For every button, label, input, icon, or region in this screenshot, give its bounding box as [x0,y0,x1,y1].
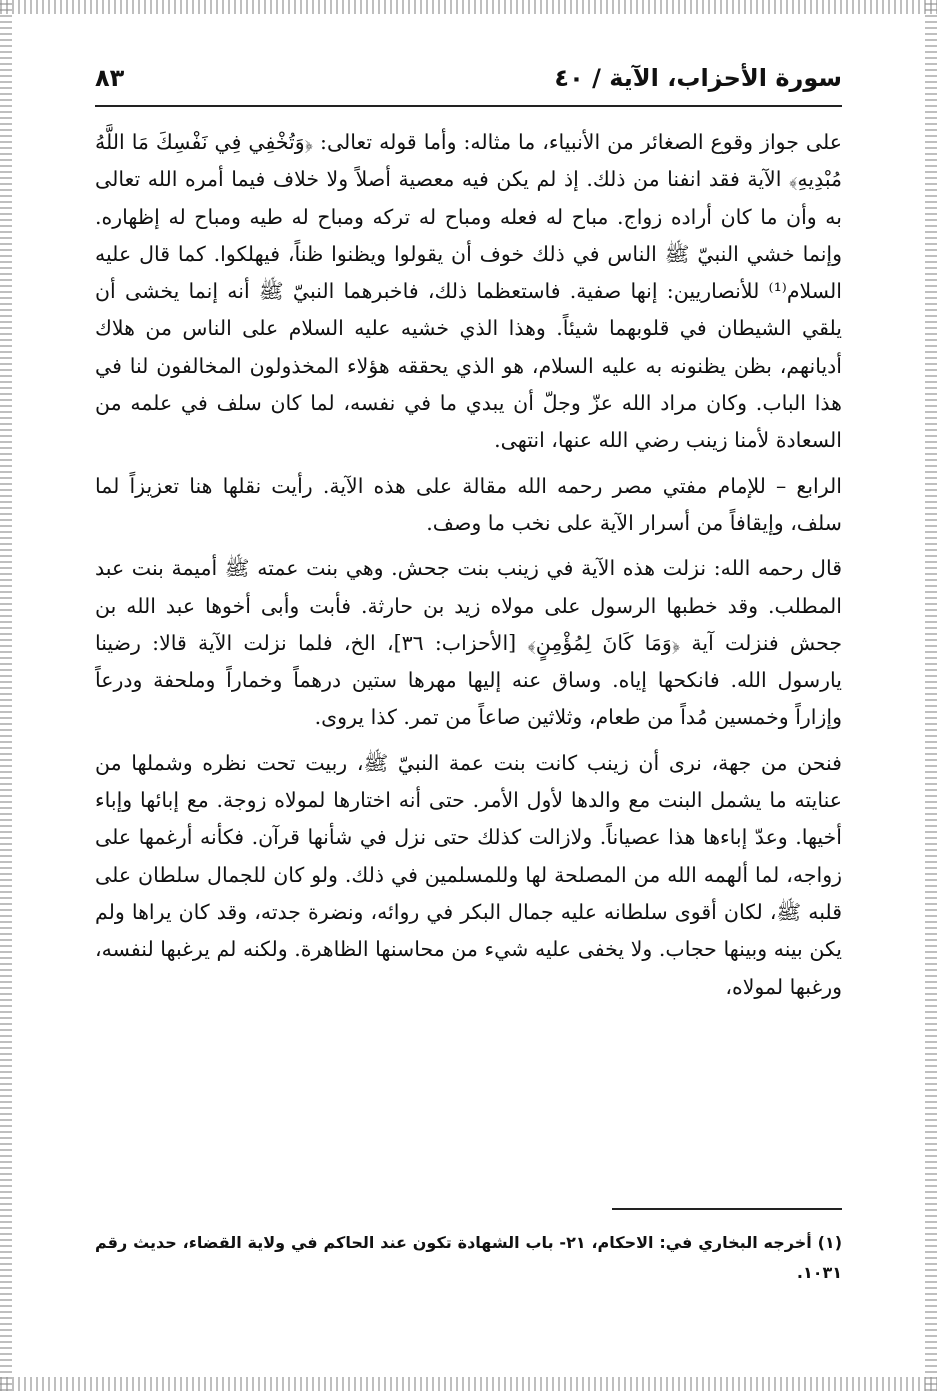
decorative-border-bottom [0,1377,937,1391]
decorative-border-right [925,0,937,1391]
footnote-divider [612,1208,842,1210]
page-number: ٨٣ [95,64,125,92]
page-header [95,58,842,98]
running-title: سورة الأحزاب، الآية / ٤٠ [554,64,842,92]
paragraph-4: فنحن من جهة، نرى أن زينب كانت بنت عمة النبيّ ﷺ، ربيت تحت نظره وشملها من عنايته ما يشمل البنت مع والدها لأول الأمر. حتى أنه اختارها لمولاه زوجة. مع إبائها وإباء أخيها. وعدّ إباءها هذا عصياناً. ولازالت كذلك حتى نزل في شأنها قرآن. فكأنه أرغمها على زواجه، لما ألهمه الله من المصلحة لها وللمسلمين في ذلك. ولو كان للجمال سلطان على قلبه ﷺ، لكان أقوى سلطانه عليه جمال البكر في روائه، ونضرة جدته، وقد كان يراها ولم يكن بينه وبينها حجاب. ولا يخفى عليه شيء من محاسنها الظاهرة. ولكنه لم يرغبها لنفسه، ورغبها لمولاه، [95,750,842,999]
decorative-border-left [0,0,12,1391]
footnote: (١) أخرجه البخاري في: الاحكام، ٢١- باب الشهادة تكون عند الحاكم في ولاية القضاء، حديث رقم ١٠٣١. [95,1233,842,1282]
header-divider [95,105,842,107]
main-text [95,124,842,1006]
paragraph-1: على جواز وقوع الصغائر من الأنبياء، ما مثاله: وأما قوله تعالى: ﴿وَتُخْفِي فِي نَفْسِكَ مَا اللَّهُ مُبْدِيهِ﴾ الآية فقد انفنا من ذلك. إذ لم يكن فيه معصية أصلاً ولا خلاف فيما أمره الله تعالى به وأن ما كان أراده زواج. مباح له فعله ومباح له تركه ومباح له طيه ومباح له إظهاره. وإنما خشي النبيّ ﷺ الناس في ذلك خوف أن يقولوا ويظنوا ظناً، فيهلكوا. كما قال عليه السلام⁽¹⁾ للأنصاريين: إنها صفية. فاستعظما ذلك، فاخبرهما النبيّ ﷺ أنه إنما يخشى أن يلقي الشيطان في قلوبهما شيئاً. وهذا الذي خشيه عليه السلام على الناس من هلاك أديانهم، بظن يظنونه به عليه السلام، هو الذي يحققه هؤلاء المخذولون المخالفون لنا في هذا الباب. وكان مراد الله عزّ وجلّ أن يبدي ما في نفسه، لما كان سلف في علمه من السعادة لأمنا زينب رضي الله عنها، انتهى. [95,130,842,453]
decorative-border-top [0,0,937,14]
paragraph-2: الرابع – للإمام مفتي مصر رحمه الله مقالة على هذه الآية. رأيت نقلها هنا تعزيزاً لما سلف، وإيقافاً من أسرار الآية على نخب ما وصف. [95,473,842,535]
paragraph-3: قال رحمه الله: نزلت هذه الآية في زينب بنت جحش. وهي بنت عمته ﷺ أميمة بنت عبد المطلب. وقد خطبها الرسول على مولاه زيد بن حارثة. فأبت وأبى أخوها عبد الله بن جحش فنزلت آية ﴿وَمَا كَانَ لِمُؤْمِنٍ﴾ [الأحزاب: ٣٦]، الخ، فلما نزلت الآية قالا: رضينا يارسول الله. فانكحها إياه. وساق عنه إليها مهرها ستين درهماً وخماراً وملحفة ودرعاً وإزاراً وخمسين مُداً من طعام، وثلاثين صاعاً من تمر. كذا يروى. [95,556,843,730]
